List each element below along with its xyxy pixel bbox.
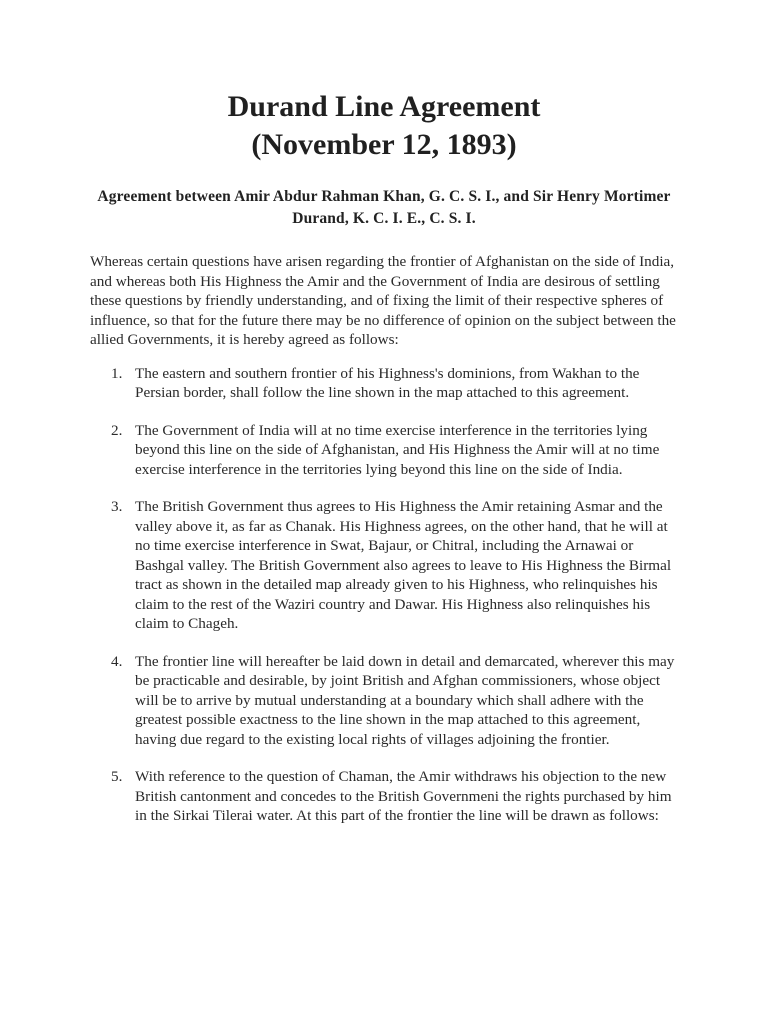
clause-number: 4. xyxy=(111,652,123,670)
clause-list xyxy=(90,364,678,826)
clause-text: The frontier line will hereafter be laid down in detail and demarcated, wherever this may be practicable and desirable, by joint British and Afghan commissioners, whose object will be to arrive by mutual understanding at a boundary which shall adhere with the greatest possible exactness to the line shown in the map attached to this agreement, having due regard to the existing local rights of villages adjoining the frontier. xyxy=(135,652,675,748)
clause-text: The Government of India will at no time exercise interference in the territories lying beyond this line on the side of Afghanistan, and His Highness the Amir will at no time exercise interference in the territories lying beyond this line on the side of India. xyxy=(135,421,660,478)
clause-2 xyxy=(90,421,678,480)
clause-text: The British Government thus agrees to His Highness the Amir retaining Asmar and the valley above it, as far as Chanak. His Highness agrees, on the other hand, that he will at no time exercise interference in Swat, Bajaur, or Chitral, including the Arnawai or Bashgal valley. The British Government also agrees to leave to His Highness the Birmal tract as shown in the detailed map already given to his Highness, who relinquishes his claim to the rest of the Waziri country and Dawar. His Highness also relinquishes his claim to Chageh. xyxy=(135,498,672,632)
title-line-1: Durand Line Agreement xyxy=(227,90,541,123)
clause-text: With reference to the question of Chaman, the Amir withdraws his objection to the new British cantonment and concedes to the British Governmeni the rights purchased by him in the Sirkai Tilerai water. At this part of the frontier the line will be drawn as follows: xyxy=(135,768,672,824)
document-title xyxy=(90,88,678,164)
clause-5 xyxy=(90,767,678,826)
title-line-2: (November 12, 1893) xyxy=(251,128,517,161)
clause-number: 1. xyxy=(111,364,123,382)
document-page xyxy=(90,88,678,844)
clause-text: The eastern and southern frontier of his Highness's dominions, from Wakhan to the Persian border, shall follow the line shown in the map attached to this agreement. xyxy=(135,364,640,401)
document-subtitle: Agreement between Amir Abdur Rahman Khan, G. C. S. I., and Sir Henry Mortimer Durand, K. C. I. E., C. S. I. xyxy=(97,188,671,227)
clause-number: 5. xyxy=(111,768,123,785)
clause-3 xyxy=(90,497,678,634)
clause-4 xyxy=(90,652,678,750)
clause-number: 3. xyxy=(111,498,123,515)
preamble-paragraph: Whereas certain questions have arisen regarding the frontier of Afghanistan on the side of India, and whereas both His Highness the Amir and the Government of India are desirous of settling these questions by friendly understanding, and of fixing the limit of their respective spheres of influence, so that for the future there may be no difference of opinion on the subject between the allied Governments, it is hereby agreed as follows: xyxy=(90,253,676,348)
clause-number: 2. xyxy=(111,421,123,439)
clause-1 xyxy=(90,364,678,403)
